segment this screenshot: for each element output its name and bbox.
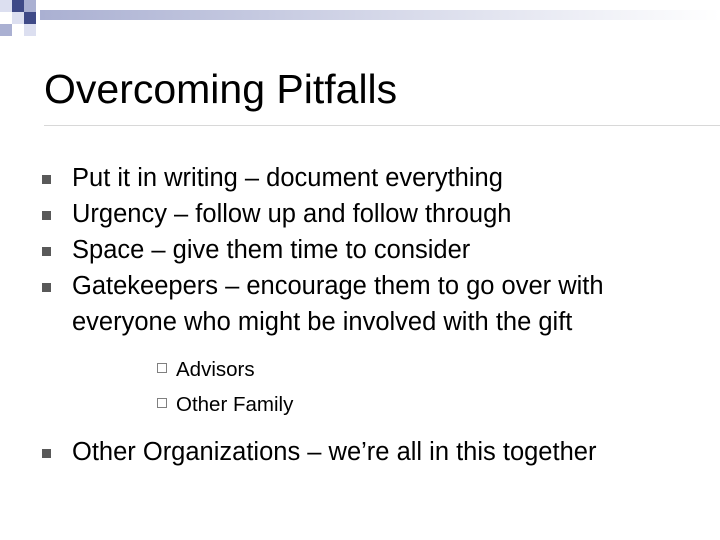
square-bullet-icon: [42, 247, 51, 256]
slide-title: Overcoming Pitfalls: [44, 66, 398, 112]
bullet-text: Urgency – follow up and follow through: [72, 200, 512, 228]
square-bullet-icon: [42, 175, 51, 184]
title-divider: [44, 125, 720, 126]
bullet-list: [0, 160, 720, 470]
sub-bullet-item: [72, 387, 720, 422]
hollow-square-bullet-icon: [157, 398, 167, 408]
sub-bullet-item: [72, 352, 720, 387]
bullet-item: [0, 232, 720, 268]
bullet-item: [0, 268, 720, 422]
bullet-item: [0, 434, 720, 470]
bullet-text-continuation: everyone who might be involved with the gift: [72, 308, 573, 336]
hollow-square-bullet-icon: [157, 363, 167, 373]
bullet-item: [0, 196, 720, 232]
square-bullet-icon: [42, 211, 51, 220]
bullet-text: Other Organizations – we’re all in this together: [72, 438, 597, 466]
header-decoration: [0, 0, 720, 40]
sub-bullet-list: [72, 352, 720, 422]
square-bullet-icon: [42, 449, 51, 458]
bullet-text: Put it in writing – document everything: [72, 164, 503, 192]
bullet-text: Gatekeepers – encourage them to go over with: [72, 272, 604, 300]
square-bullet-icon: [42, 283, 51, 292]
bullet-item: [0, 160, 720, 196]
sub-bullet-text: Other Family: [176, 393, 294, 416]
sub-bullet-text: Advisors: [176, 358, 255, 381]
bullet-text: Space – give them time to consider: [72, 236, 471, 264]
